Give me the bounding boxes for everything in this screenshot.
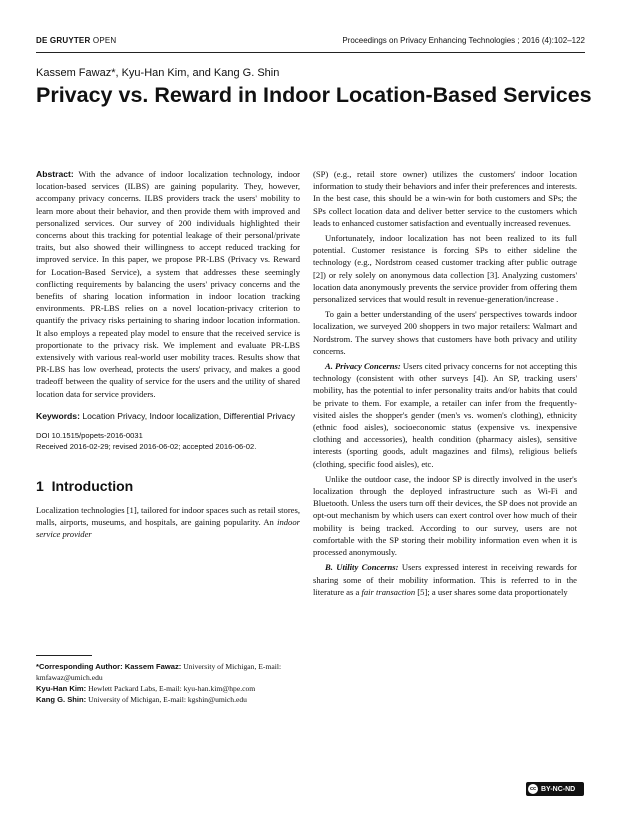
right-column	[313, 168, 577, 601]
keywords-label: Keywords:	[36, 410, 80, 421]
privacy-concerns-paragraph: A. Privacy Concerns: Users cited privacy concerns for not accepting this technology (consistent with other surveys [4]). An SP, tracking users' mobility, has the potential to infer personality traits and/or habits that could be private to them. For example, a retailer can infer from the frequently-visited aisles the shopper's gender (men's vs. women's clothing), ethnicity (ethnic food aisles), socioeconomic status (expensive vs. inexpensive clothing and accessories), health condition (pharmacy aisles), sensitive interests (sporting goods, adult magazines and films), religious beliefs (clothing, specific food aisles), etc.	[313, 361, 578, 469]
intro-paragraph: Localization technologies [1], tailored for indoor spaces such as retail stores, malls, airports, museums, and hospitals, are gaining popularity. An indoor service provider	[36, 505, 300, 540]
left-column	[36, 168, 300, 541]
abstract	[36, 168, 300, 400]
abstract-label: Abstract:	[36, 169, 74, 179]
license-badge	[526, 782, 584, 796]
author-list: Kassem Fawaz*, Kyu-Han Kim, and Kang G. Shin	[36, 67, 280, 79]
keywords	[36, 410, 300, 422]
paper-title: Privacy vs. Reward in Indoor Location-Based Services	[36, 83, 592, 107]
footnote-rule	[36, 655, 92, 656]
header-rule	[36, 52, 585, 53]
paragraph: To gain a better understanding of the users' perspectives towards indoor localization, we surveyed 200 shoppers in two major retailers: Walmart and Nordstrom. The survey shows that customers have both privacy and utility concerns.	[313, 309, 577, 356]
publisher-name: DE GRUYTER OPEN	[36, 36, 117, 45]
cc-icon: cc	[529, 786, 537, 792]
utility-concerns-paragraph: B. Utility Concerns: Users expressed interest in receiving rewards for sharing some of their mobility information. This is referred to in the literature as a fair transaction [5]; a user shares some data proportionately	[313, 562, 578, 597]
article-meta	[36, 430, 300, 452]
abstract-text: With the advance of indoor localization technology, indoor location-based services (ILBS) are gaining popularity. They, however, accompany privacy concerns. ILBS providers track the users' mobility to learn more about their behavior, and then provide them with improved and personalized services. Our survey of 200 individuals highlighted their concerns about this tracking for potential leakage of their personal/private traits, but also showed their willingness to accept reduced tracking for improved service. In this paper, we propose PR-LBS (Privacy vs. Reward for Location-Based Service), a system that addresses these seemingly conflicting requirements by balancing the users' privacy concerns and the benefits of sharing location information in indoor location tracking environments. PR-LBS relies on a novel location-privacy criterion to quantify the privacy risks pertaining to sharing indoor location information. It also employs a repeated play model to ensure that the received service is proportionate to the privacy risk. We implement and evaluate PR-LBS extensively with various real-world user mobility traces. Results show that PR-LBS has low overhead, protects the users' privacy, and makes a good tradeoff between the quality of service for the users and the utility of shared location data for service providers.	[36, 169, 301, 399]
keywords-text: Location Privacy, Indoor localization, Differential Privacy	[82, 410, 296, 421]
footnote-item: Kyu-Han Kim: Hewlett Packard Labs, E-mail: kyu-han.kim@hpe.com	[36, 684, 256, 693]
paragraph: Unfortunately, indoor localization has not been realized to its full potential. Customer resistance is forcing SPs to either sideline the technology (e.g., Nordstrom ceased customer tracking after public outrage [2]) or rely solely on anonymous data collection [3]. Analyzing customers' location data anonymously prevents the service provider from offering them personalized services that would result in revenue-generation/increase .	[313, 233, 577, 305]
footnote-item: Kang G. Shin: University of Michigan, E-mail: kgshin@umich.edu	[36, 695, 247, 704]
footnotes	[36, 661, 300, 705]
journal-citation: Proceedings on Privacy Enhancing Technologies ; 2016 (4):102–122	[342, 36, 585, 45]
received-dates: Received 2016-02-29; revised 2016-06-02; accepted 2016-06-02.	[36, 442, 257, 452]
paragraph: (SP) (e.g., retail store owner) utilizes the customers' indoor location information to study their behaviors and infer their preferences and interests. In the best case, this should be a win-win for both customers and SPs; the SPs collect location data and deliver better service to the customers which leads to enhanced customer satisfaction and eventually increased revenues.	[313, 169, 577, 228]
running-header	[36, 36, 585, 50]
doi: DOI 10.1515/popets-2016-0031	[36, 431, 143, 441]
section-heading: 1 Introduction	[36, 478, 134, 495]
footnote-item: *Corresponding Author: Kassem Fawaz: University of Michigan, E-mail: kmfawaz@umich.edu	[36, 662, 282, 682]
paragraph: Unlike the outdoor case, the indoor SP is directly involved in the user's localization through the deployed infrastructure such as Wi-Fi and Bluetooth. Unless the users turn off their devices, the SP does not provide an opt-out mechanism by which users can exert control over how much of their mobility is being tracked. According to our survey, users are not comfortable with the SP storing their mobility information even when it is processed anonymously.	[313, 473, 577, 558]
license-text: BY-NC-ND	[541, 785, 576, 793]
